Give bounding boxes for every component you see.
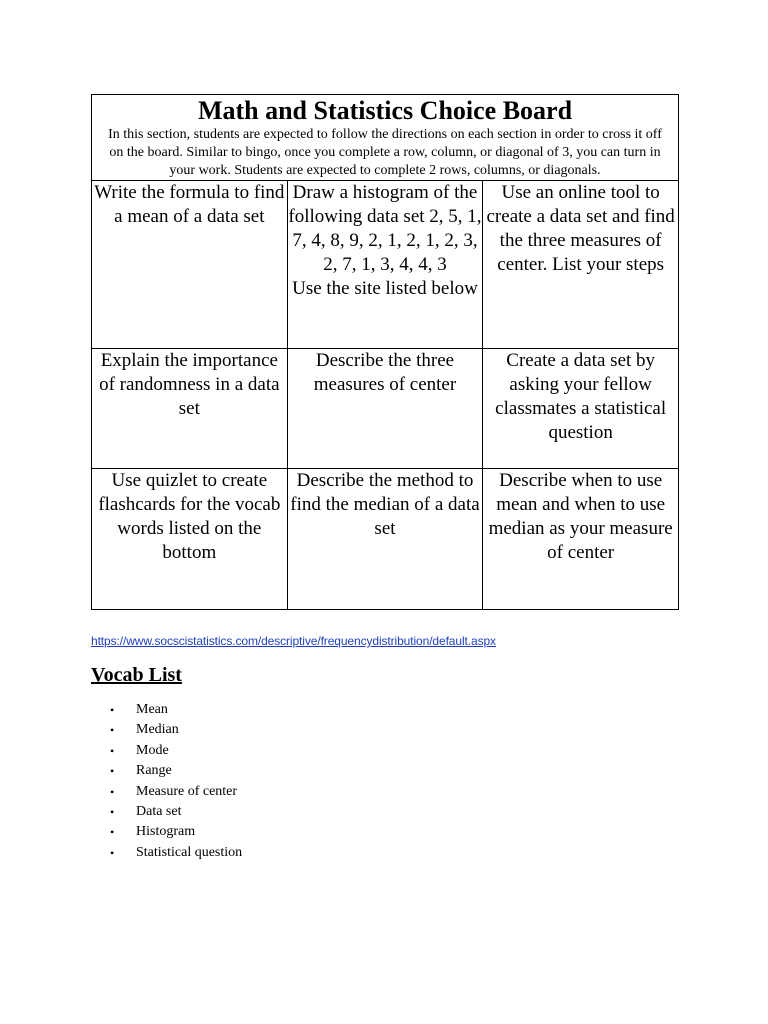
bullet-icon: • (110, 703, 115, 717)
vocab-list (110, 700, 242, 863)
cell-text: Create a data set by asking your fellow classmates a statistical question (495, 350, 667, 443)
bullet-icon: • (110, 845, 115, 860)
vocab-item-label: Mode (136, 742, 169, 758)
board-cell-3-3 (483, 469, 679, 610)
board-row-3 (92, 469, 679, 610)
bullet-icon: • (110, 805, 115, 820)
vocab-item-label: Histogram (136, 824, 196, 840)
vocab-item-label: Range (136, 763, 172, 779)
board-instructions: In this section, students are expected to follow the directions on each section in order to cross it off on the board. Similar to bingo, once you complete a row, column, or diagonal of 3, you can turn in your work. Students are expected to complete 2 rows, columns, or diagonals. (108, 127, 662, 178)
board-cell-1-3 (483, 181, 679, 349)
board-cell-3-2 (287, 469, 483, 610)
list-item (110, 843, 242, 863)
cell-text: Describe the three measures of center (313, 350, 457, 395)
vocab-item-label: Median (136, 722, 179, 738)
cell-text: Describe when to use mean and when to use median as your measure of center (488, 470, 673, 563)
list-item (110, 822, 242, 842)
bullet-icon: • (110, 723, 115, 738)
vocab-item-label: Mean (136, 702, 168, 717)
board-cell-1-1 (92, 181, 288, 349)
vocab-item-label: Statistical question (136, 844, 243, 860)
board-cell-2-1 (92, 349, 288, 469)
cell-text: Draw a histogram of the following data set 2, 5, 1, 7, 4, 8, 9, 2, 1, 2, 1, 2, 3, 2, 7, 1, 3, 4, 4, 3 Use the site listed below (288, 182, 482, 299)
board-cell-2-3 (483, 349, 679, 469)
list-item (110, 720, 242, 740)
list-item (110, 761, 242, 781)
list-item (110, 700, 242, 720)
bullet-icon: • (110, 764, 115, 779)
bullet-icon: • (110, 825, 115, 840)
vocab-heading: Vocab List (91, 664, 182, 686)
cell-text: Use quizlet to create flashcards for the vocab words listed on the bottom (98, 470, 281, 563)
bullet-icon: • (110, 784, 115, 799)
cell-text: Write the formula to find a mean of a data set (94, 182, 285, 227)
board-row-2 (92, 349, 679, 469)
bullet-icon: • (110, 743, 115, 758)
vocab-item-label: Measure of center (136, 783, 238, 799)
board-title: Math and Statistics Choice Board (197, 96, 573, 125)
cell-text: Explain the importance of randomness in a data set (99, 350, 280, 419)
board-header-row (92, 95, 679, 181)
list-item (110, 741, 242, 761)
board-cell-2-2 (287, 349, 483, 469)
choice-board-table (91, 94, 679, 610)
list-item (110, 782, 242, 802)
frequency-distribution-link[interactable]: https://www.socscistatistics.com/descriptive/frequencydistribution/default.aspx (91, 634, 496, 648)
vocab-item-label: Data set (136, 804, 182, 820)
board-cell-1-2 (287, 181, 483, 349)
cell-text: Use an online tool to create a data set and find the three measures of center. List your steps (486, 182, 675, 275)
board-cell-3-1 (92, 469, 288, 610)
list-item (110, 802, 242, 822)
board-header-cell (92, 95, 679, 181)
board-row-1 (92, 181, 679, 349)
cell-text: Describe the method to find the median of a data set (290, 470, 480, 539)
